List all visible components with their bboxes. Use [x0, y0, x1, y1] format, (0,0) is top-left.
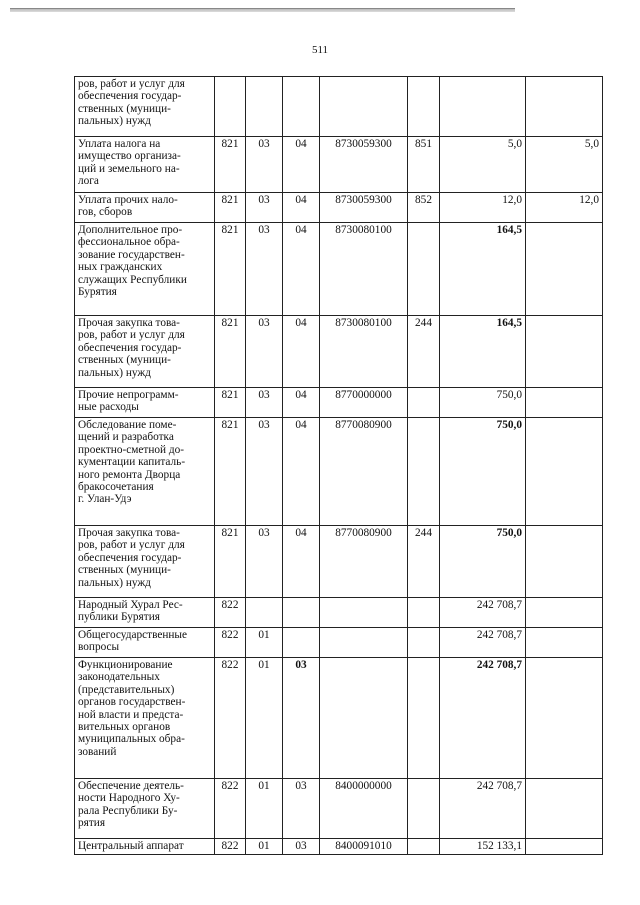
cell-amount-second — [526, 77, 603, 137]
expense-name-line: Обеспечение деятель- — [78, 780, 184, 792]
cell-expense-name — [75, 658, 215, 779]
expense-name-line: Дополнительное про- — [78, 224, 183, 236]
cell-amount: 242 708,7 — [440, 779, 526, 839]
cell-target-article: 8730059300 — [320, 193, 408, 223]
cell-target-article — [320, 77, 408, 137]
cell-expense-type: 244 — [408, 316, 440, 388]
cell-section: 03 — [246, 223, 283, 316]
expense-name-line: обеспечения государ- — [78, 90, 182, 103]
cell-amount — [440, 77, 526, 137]
cell-amount: 242 708,7 — [440, 628, 526, 658]
cell-ministry: 821 — [215, 137, 246, 193]
expense-name-line: органов государствен- — [78, 696, 186, 709]
expense-name-line: служащих Республики — [78, 273, 187, 286]
expense-name-line: Общегосударственные — [78, 629, 188, 641]
cell-section: 03 — [246, 526, 283, 598]
cell-expense-type — [408, 77, 440, 137]
cell-subsection: 04 — [283, 193, 320, 223]
expense-name-line: имущество организа- — [78, 150, 181, 163]
expense-name-line: Обследование поме- — [78, 419, 177, 431]
expense-name-line: ров, работ и услуг для — [78, 329, 185, 342]
cell-expense-name — [75, 839, 215, 855]
cell-expense-name — [75, 137, 215, 193]
cell-amount-second — [526, 223, 603, 316]
expense-name-line: ной власти и предста- — [78, 708, 184, 721]
expense-name-line: ров, работ и услуг для — [78, 539, 185, 552]
expense-name-line: рятия — [78, 817, 106, 830]
cell-expense-name — [75, 418, 215, 526]
cell-expense-name — [75, 316, 215, 388]
expense-name-line: муниципальных обра- — [78, 733, 185, 746]
table-row — [75, 418, 603, 526]
cell-target-article — [320, 628, 408, 658]
expense-name-line: фессиональное обра- — [78, 236, 180, 249]
cell-section: 03 — [246, 137, 283, 193]
cell-target-article — [320, 598, 408, 628]
cell-amount: 5,0 — [440, 137, 526, 193]
cell-expense-type — [408, 223, 440, 316]
cell-subsection: 04 — [283, 418, 320, 526]
cell-subsection — [283, 598, 320, 628]
cell-ministry: 822 — [215, 598, 246, 628]
cell-subsection: 04 — [283, 388, 320, 418]
cell-section: 03 — [246, 418, 283, 526]
cell-ministry: 822 — [215, 839, 246, 855]
cell-subsection: 04 — [283, 526, 320, 598]
cell-expense-name — [75, 77, 215, 137]
table-row — [75, 526, 603, 598]
cell-amount: 750,0 — [440, 526, 526, 598]
expense-name-line: бракосочетания — [78, 481, 154, 494]
cell-ministry: 821 — [215, 316, 246, 388]
cell-subsection: 03 — [283, 839, 320, 855]
cell-expense-type — [408, 598, 440, 628]
expense-name-line: Прочая закупка това- — [78, 527, 180, 539]
expense-name-line: Уплата прочих нало- — [78, 194, 178, 206]
cell-expense-type: 851 — [408, 137, 440, 193]
cell-target-article: 8400000000 — [320, 779, 408, 839]
table-row — [75, 137, 603, 193]
expense-name-line: Уплата налога на — [78, 138, 161, 150]
cell-expense-type — [408, 779, 440, 839]
cell-section — [246, 598, 283, 628]
table-row — [75, 839, 603, 855]
expense-name-line: Прочая закупка това- — [78, 317, 180, 329]
table-row — [75, 658, 603, 779]
cell-amount-second — [526, 628, 603, 658]
cell-ministry: 821 — [215, 193, 246, 223]
cell-ministry: 821 — [215, 526, 246, 598]
cell-section: 01 — [246, 779, 283, 839]
expense-name-line: пальных) нужд — [78, 366, 151, 379]
table-row — [75, 598, 603, 628]
cell-subsection: 04 — [283, 223, 320, 316]
cell-subsection: 04 — [283, 137, 320, 193]
expense-name-line: лога — [78, 175, 99, 188]
cell-expense-name — [75, 779, 215, 839]
cell-subsection: 03 — [283, 779, 320, 839]
cell-expense-type: 244 — [408, 526, 440, 598]
expense-name-line: Бурятия — [78, 286, 117, 299]
cell-section — [246, 77, 283, 137]
cell-expense-name — [75, 193, 215, 223]
cell-amount-second — [526, 598, 603, 628]
expense-name-line: кументации капиталь- — [78, 456, 186, 469]
table-row — [75, 316, 603, 388]
cell-amount-second — [526, 839, 603, 855]
expense-name-line: зований — [78, 745, 117, 758]
cell-ministry: 821 — [215, 223, 246, 316]
cell-expense-name — [75, 526, 215, 598]
expense-name-line: ственных (муници- — [78, 102, 171, 115]
expense-name-line: ные расходы — [78, 401, 139, 414]
expense-name-line: пальных) нужд — [78, 115, 151, 128]
cell-amount-second — [526, 388, 603, 418]
cell-target-article: 8770080900 — [320, 418, 408, 526]
table-row — [75, 628, 603, 658]
cell-expense-name — [75, 388, 215, 418]
expense-name-line: Прочие непрограмм- — [78, 389, 179, 401]
expense-name-line: гов, сборов — [78, 206, 133, 219]
cell-expense-type — [408, 388, 440, 418]
expense-name-line: вительных органов — [78, 721, 171, 734]
cell-target-article: 8770000000 — [320, 388, 408, 418]
cell-amount: 164,5 — [440, 223, 526, 316]
expense-name-line: ров, работ и услуг для — [78, 78, 185, 90]
cell-subsection — [283, 77, 320, 137]
budget-table — [74, 76, 603, 855]
expense-name-line: ственных (муници- — [78, 564, 171, 577]
cell-target-article: 8770080900 — [320, 526, 408, 598]
cell-amount-second — [526, 316, 603, 388]
expense-name-line: ственных (муници- — [78, 354, 171, 367]
cell-amount: 242 708,7 — [440, 598, 526, 628]
expense-name-line: щений и разработка — [78, 431, 174, 444]
expense-name-line: (представительных) — [78, 683, 175, 696]
cell-amount: 242 708,7 — [440, 658, 526, 779]
cell-subsection: 03 — [283, 658, 320, 779]
expense-name-line: ности Народного Ху- — [78, 792, 180, 805]
cell-ministry: 821 — [215, 388, 246, 418]
cell-expense-type: 852 — [408, 193, 440, 223]
cell-target-article: 8730080100 — [320, 223, 408, 316]
cell-ministry: 821 — [215, 418, 246, 526]
cell-expense-type — [408, 418, 440, 526]
cell-expense-type — [408, 628, 440, 658]
expense-name-line: проектно-сметной до- — [78, 443, 185, 456]
cell-ministry: 822 — [215, 658, 246, 779]
expense-name-line: законодательных — [78, 671, 160, 684]
cell-expense-name — [75, 598, 215, 628]
cell-subsection: 04 — [283, 316, 320, 388]
cell-expense-name — [75, 628, 215, 658]
cell-amount-second — [526, 779, 603, 839]
expense-name-line: ций и земельного на- — [78, 162, 180, 175]
expense-name-line: публики Бурятия — [78, 611, 160, 624]
expense-name-line: зование государствен- — [78, 248, 185, 261]
expense-name-line: обеспечения государ- — [78, 551, 182, 564]
cell-amount: 750,0 — [440, 418, 526, 526]
cell-expense-type — [408, 658, 440, 779]
cell-section: 01 — [246, 839, 283, 855]
expense-name-line: ных гражданских — [78, 261, 163, 274]
expense-name-line: рала Республики Бу- — [78, 804, 178, 817]
cell-section: 03 — [246, 316, 283, 388]
cell-target-article: 8730059300 — [320, 137, 408, 193]
cell-amount-second: 12,0 — [526, 193, 603, 223]
table-row — [75, 223, 603, 316]
expense-name-line: г. Улан-Удэ — [78, 493, 132, 506]
cell-amount-second: 5,0 — [526, 137, 603, 193]
cell-amount: 152 133,1 — [440, 839, 526, 855]
cell-expense-name — [75, 223, 215, 316]
table-row — [75, 193, 603, 223]
expense-name-line: Центральный аппарат — [78, 840, 184, 852]
expense-name-line: обеспечения государ- — [78, 341, 182, 354]
cell-amount-second — [526, 526, 603, 598]
scan-top-rule — [10, 8, 515, 12]
page-number: 511 — [311, 44, 329, 56]
expense-name-line: Функционирование — [78, 659, 173, 671]
cell-target-article — [320, 658, 408, 779]
budget-table-body — [75, 77, 603, 855]
cell-amount: 750,0 — [440, 388, 526, 418]
table-row — [75, 388, 603, 418]
cell-amount: 164,5 — [440, 316, 526, 388]
cell-target-article: 8730080100 — [320, 316, 408, 388]
cell-target-article: 8400091010 — [320, 839, 408, 855]
cell-section: 03 — [246, 193, 283, 223]
table-row — [75, 77, 603, 137]
cell-section: 01 — [246, 628, 283, 658]
cell-amount: 12,0 — [440, 193, 526, 223]
cell-ministry — [215, 77, 246, 137]
cell-subsection — [283, 628, 320, 658]
expense-name-line: Народный Хурал Рес- — [78, 599, 183, 611]
expense-name-line: вопросы — [78, 641, 120, 654]
cell-section: 03 — [246, 388, 283, 418]
cell-expense-type — [408, 839, 440, 855]
table-row — [75, 779, 603, 839]
cell-section: 01 — [246, 658, 283, 779]
cell-ministry: 822 — [215, 628, 246, 658]
cell-amount-second — [526, 418, 603, 526]
cell-ministry: 822 — [215, 779, 246, 839]
expense-name-line: ного ремонта Дворца — [78, 468, 181, 481]
cell-amount-second — [526, 658, 603, 779]
expense-name-line: пальных) нужд — [78, 576, 151, 589]
